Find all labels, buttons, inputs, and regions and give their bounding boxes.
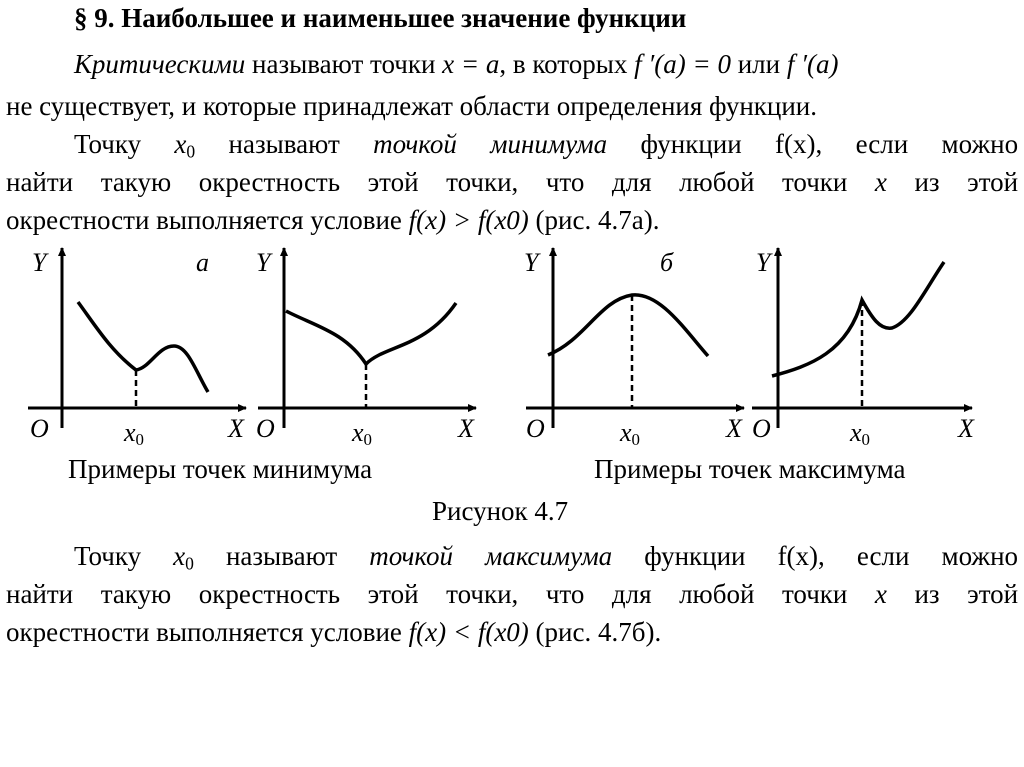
term-minimum: точкой минимума: [373, 129, 608, 159]
caption-max-examples: Примеры точек максимума: [594, 454, 906, 484]
x0-label: $x_0$: [620, 418, 640, 450]
origin-label: O: [30, 414, 49, 443]
origin-label: O: [752, 414, 771, 443]
formula-min-condition: f(x) > f(x0): [408, 205, 529, 235]
term-maximum: точкой максимума: [369, 541, 613, 571]
para1-text3: или: [730, 49, 787, 79]
graph-min-2: [258, 248, 476, 428]
formula-x-eq-a: x = a: [442, 49, 500, 79]
figure-ref-a: (рис. 4.7а).: [528, 205, 660, 235]
figure-ref-b: (рис. 4.7б).: [528, 617, 662, 647]
word: функции: [644, 541, 746, 571]
subfigure-label-b: б: [660, 248, 674, 277]
func-fx: f(x),: [777, 541, 825, 571]
formula-derivative: f ′(a): [786, 49, 839, 79]
section-heading: § 9. Наибольшее и наименьшее значение функции: [74, 3, 687, 33]
para3-line3: окрестности выполняется условие f(x) < f(x0) (рис. 4.7б).: [6, 617, 662, 647]
word: можно: [941, 541, 1019, 571]
word: функции: [640, 129, 742, 159]
x0-symbol: $x_0$: [173, 541, 194, 574]
graph-max-2: [752, 248, 972, 428]
function-curve: [78, 302, 208, 392]
x-axis-label: X: [458, 414, 474, 443]
subfigure-label-a: а: [196, 248, 209, 277]
origin-label: O: [256, 414, 275, 443]
term-critical: Критическими: [74, 49, 246, 79]
word: Точку: [74, 541, 142, 571]
para1-text1: называют точки: [245, 49, 443, 79]
y-axis-label: Y: [756, 248, 771, 277]
x0-label: $x_0$: [352, 418, 372, 450]
word: можно: [941, 129, 1019, 159]
para3-line2: найти такую окрестность этой точки, что для любой точки x из этой: [6, 579, 1019, 609]
function-curve: [286, 303, 456, 364]
para2-line3: окрестности выполняется условие f(x) > f(x0) (рис. 4.7а).: [6, 205, 660, 235]
origin-label: O: [526, 414, 545, 443]
function-curve: [548, 295, 708, 356]
x0-symbol: $x_0$: [174, 129, 196, 162]
func-fx: f(x),: [775, 129, 823, 159]
para1-line2: не существует, и которые принадлежат области определения функции.: [6, 91, 818, 121]
formula-max-condition: f(x) < f(x0): [408, 617, 529, 647]
x-axis-label: X: [228, 414, 244, 443]
x-axis-label: X: [958, 414, 974, 443]
x-axis-label: X: [726, 414, 742, 443]
y-axis-label: Y: [256, 248, 271, 277]
word: если: [856, 541, 910, 571]
y-axis-label: Y: [32, 248, 47, 277]
para2-line2: найти такую окрестность этой точки, что для любой точки x из этой: [6, 167, 1019, 197]
caption-min-examples: Примеры точек минимума: [68, 454, 373, 484]
x0-label: $x_0$: [124, 418, 144, 450]
figure-caption: Рисунок 4.7: [432, 496, 569, 526]
word: называют: [225, 541, 338, 571]
para3-line1: [74, 540, 1018, 572]
word: называют: [228, 129, 340, 159]
graph-min-1: [28, 248, 246, 428]
word: если: [855, 129, 909, 159]
word: Точку: [74, 129, 142, 159]
x0-label: $x_0$: [850, 418, 870, 450]
y-axis-label: Y: [524, 248, 539, 277]
function-curve: [772, 262, 944, 376]
graph-max-1: [526, 248, 744, 428]
para1-text2: , в которых: [499, 49, 635, 79]
formula-derivative-zero: f ′(a) = 0: [634, 49, 731, 79]
